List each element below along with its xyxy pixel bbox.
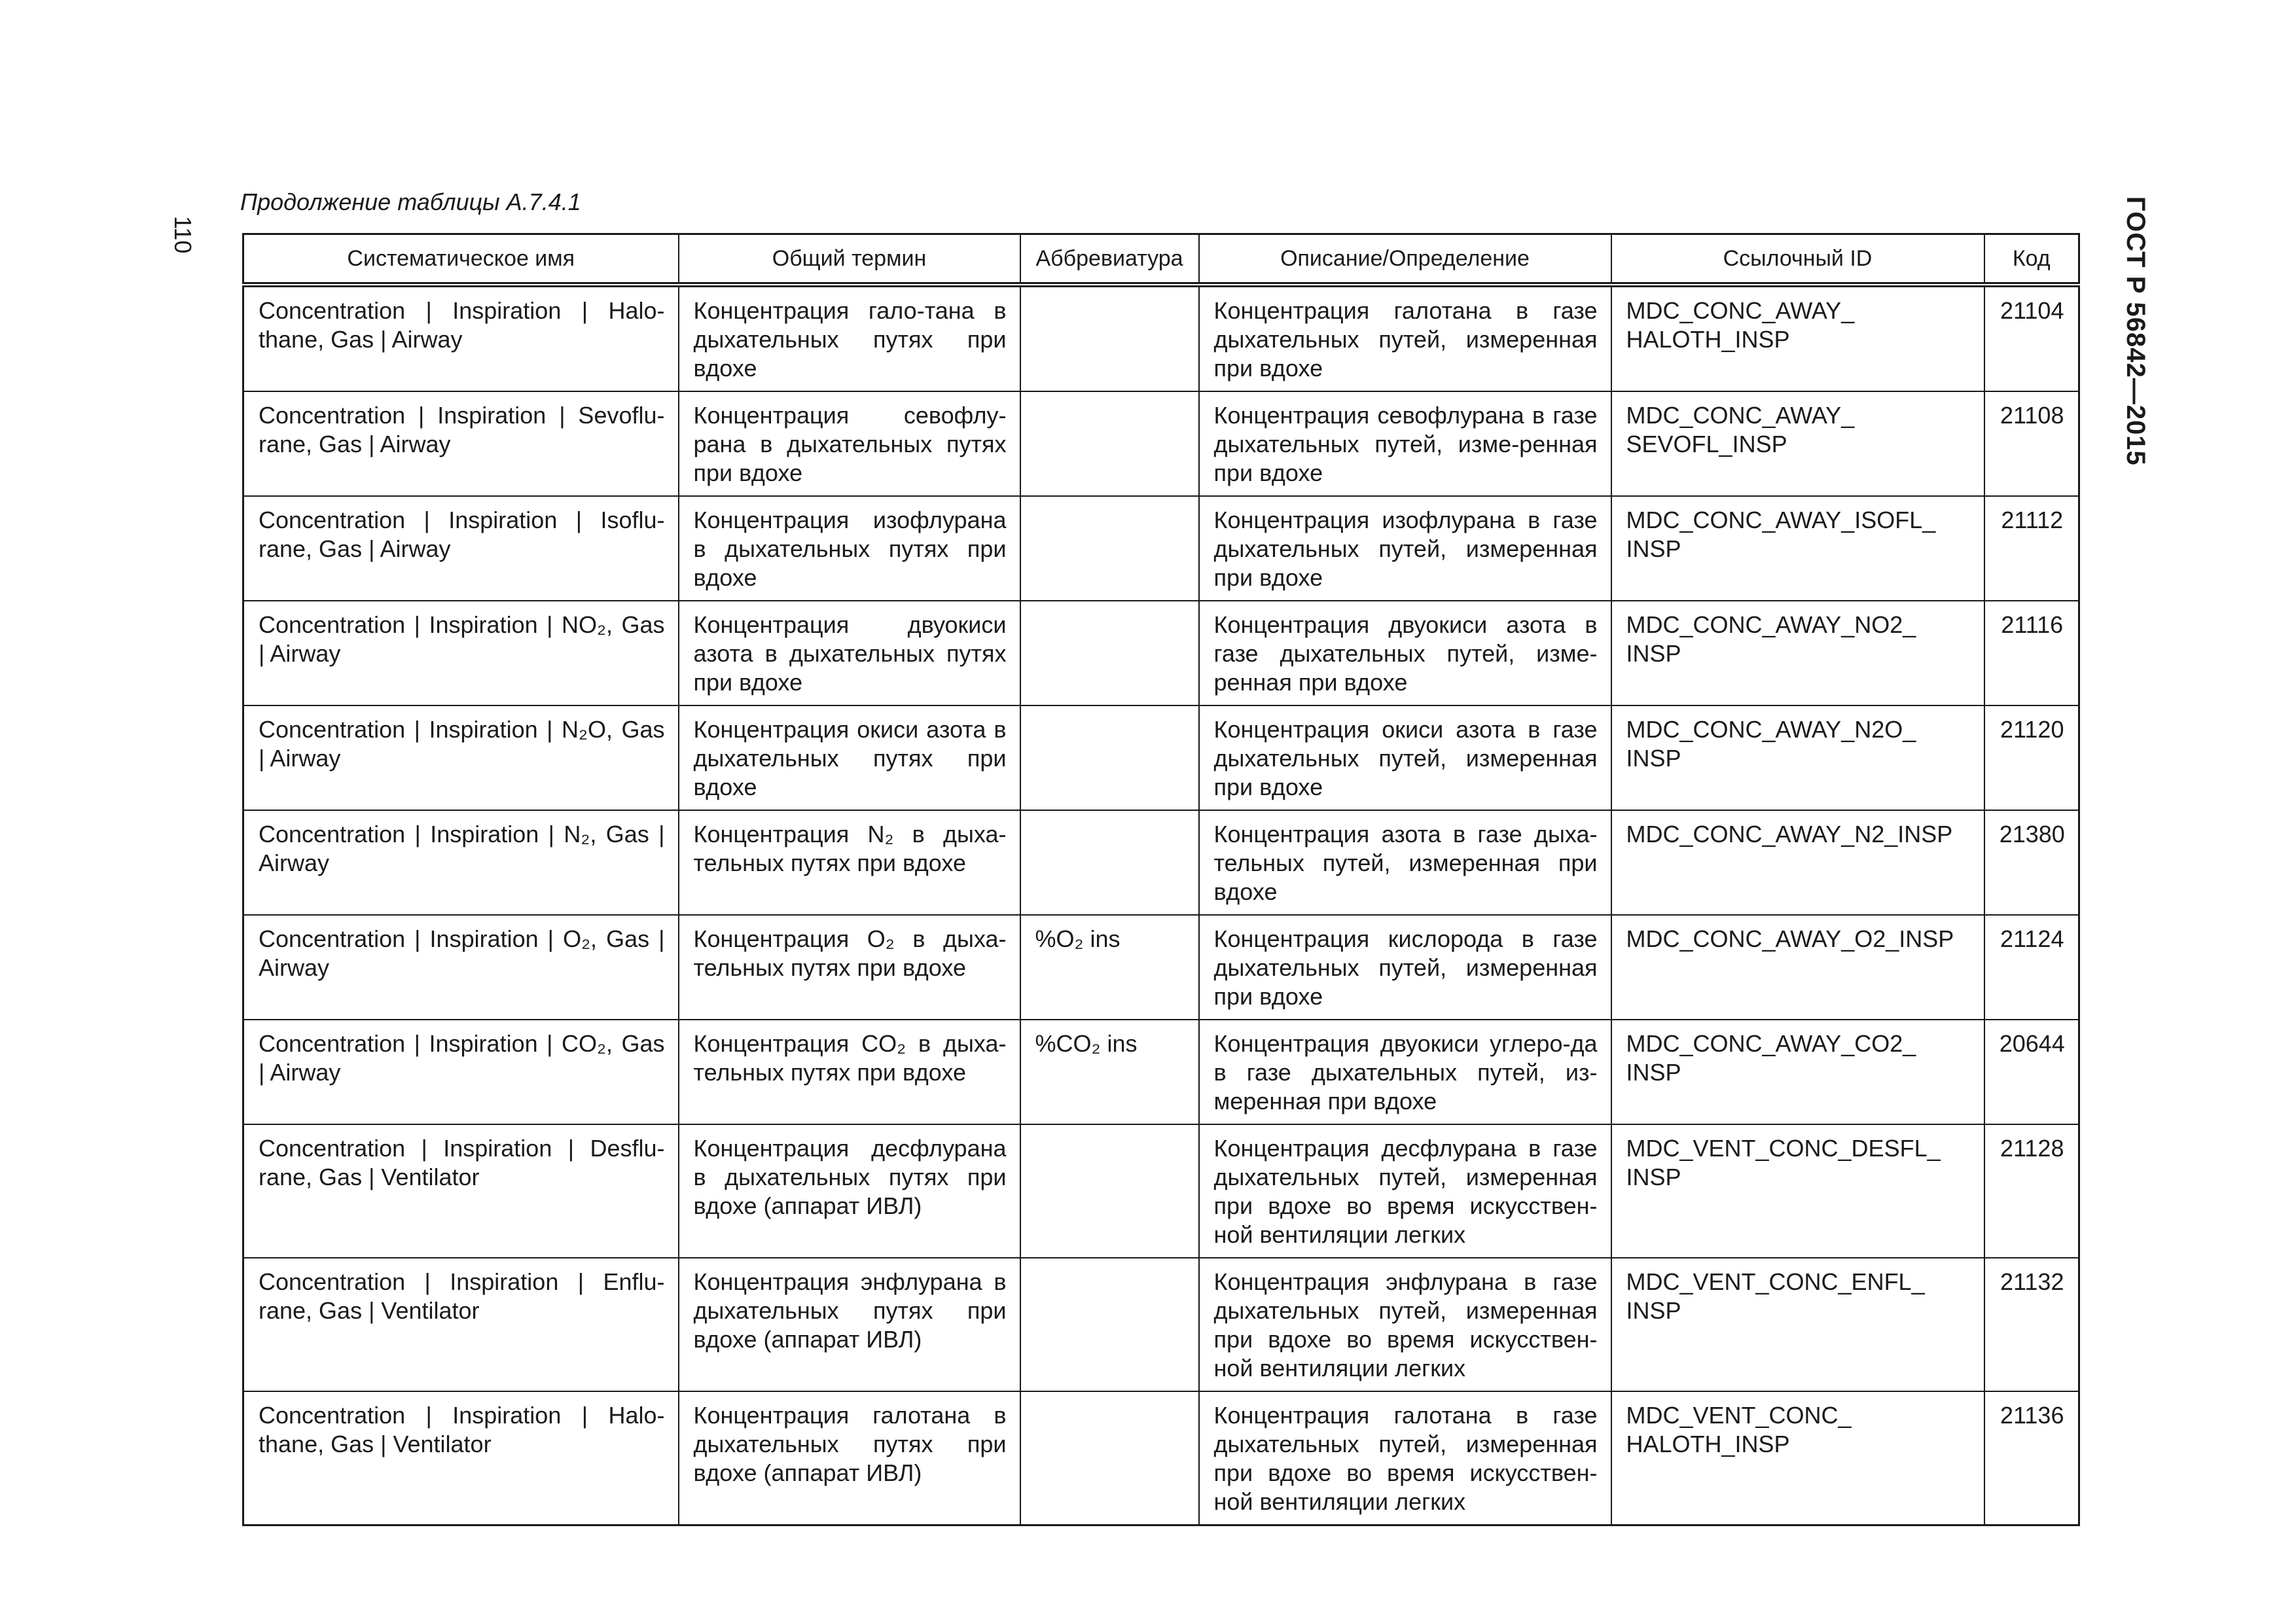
table-row: [243, 601, 2079, 705]
standard-designation: ГОСТ Р 56842—2015: [2121, 196, 2150, 466]
cell-code: 21120: [1984, 705, 2079, 810]
header-code: Код: [1984, 234, 2079, 285]
cell-description: Концентрация галотана в газе дыхательных путей, измеренная при вдохе: [1199, 285, 1611, 391]
cell-abbreviation: [1020, 391, 1199, 496]
cell-systematic-name: Concentration | Inspiration | CO₂, Gas | Airway: [243, 1020, 679, 1124]
cell-description: Концентрация десфлурана в газе дыхательных путей, измеренная при вдохе во время искусствен-ной вентиляции легких: [1199, 1124, 1611, 1258]
cell-reference-id: MDC_CONC_AWAY_N2_INSP: [1611, 810, 1984, 915]
cell-systematic-name: Concentration | Inspiration | NO₂, Gas | Airway: [243, 601, 679, 705]
cell-abbreviation: %CO₂ ins: [1020, 1020, 1199, 1124]
terminology-table: [242, 233, 2080, 1526]
table-row: [243, 496, 2079, 601]
table-row: [243, 285, 2079, 391]
cell-description: Концентрация галотана в газе дыхательных путей, измеренная при вдохе во время искусствен-ной вентиляции легких: [1199, 1391, 1611, 1525]
cell-common-term: Концентрация изофлурана в дыхательных путях при вдохе: [679, 496, 1020, 601]
cell-description: Концентрация двуокиси азота в газе дыхательных путей, изме-ренная при вдохе: [1199, 601, 1611, 705]
table-row: [243, 1124, 2079, 1258]
cell-common-term: Концентрация O₂ в дыха-тельных путях при вдохе: [679, 915, 1020, 1020]
table-row: [243, 391, 2079, 496]
cell-description: Концентрация азота в газе дыха-тельных путей, измеренная при вдохе: [1199, 810, 1611, 915]
cell-abbreviation: [1020, 1124, 1199, 1258]
cell-reference-id: MDC_CONC_AWAY_NO2_ INSP: [1611, 601, 1984, 705]
cell-code: 21104: [1984, 285, 2079, 391]
cell-systematic-name: Concentration | Inspiration | Desflu-rane, Gas | Ventilator: [243, 1124, 679, 1258]
cell-systematic-name: Concentration | Inspiration | Enflu-rane, Gas | Ventilator: [243, 1258, 679, 1391]
cell-abbreviation: [1020, 1391, 1199, 1525]
cell-description: Концентрация двуокиси углеро-да в газе дыхательных путей, из-меренная при вдохе: [1199, 1020, 1611, 1124]
cell-abbreviation: [1020, 705, 1199, 810]
cell-common-term: Концентрация севофлу-рана в дыхательных путях при вдохе: [679, 391, 1020, 496]
cell-code: 21380: [1984, 810, 2079, 915]
cell-abbreviation: [1020, 285, 1199, 391]
cell-abbreviation: [1020, 810, 1199, 915]
cell-common-term: Концентрация галотана в дыхательных путях при вдохе (аппарат ИВЛ): [679, 1391, 1020, 1525]
table-row: [243, 915, 2079, 1020]
cell-systematic-name: Concentration | Inspiration | Halo-thane, Gas | Airway: [243, 285, 679, 391]
cell-code: 21136: [1984, 1391, 2079, 1525]
table-row: [243, 705, 2079, 810]
table-header-row: [243, 234, 2079, 285]
table-row: [243, 1391, 2079, 1525]
cell-code: 20644: [1984, 1020, 2079, 1124]
cell-systematic-name: Concentration | Inspiration | N₂, Gas | Airway: [243, 810, 679, 915]
cell-abbreviation: [1020, 496, 1199, 601]
header-abbreviation: Аббревиатура: [1020, 234, 1199, 285]
cell-reference-id: MDC_CONC_AWAY_CO2_ INSP: [1611, 1020, 1984, 1124]
cell-common-term: Концентрация окиси азота в дыхательных путях при вдохе: [679, 705, 1020, 810]
cell-code: 21108: [1984, 391, 2079, 496]
cell-common-term: Концентрация N₂ в дыха-тельных путях при вдохе: [679, 810, 1020, 915]
cell-common-term: Концентрация гало-тана в дыхательных путях при вдохе: [679, 285, 1020, 391]
cell-systematic-name: Concentration | Inspiration | N₂O, Gas | Airway: [243, 705, 679, 810]
cell-code: 21128: [1984, 1124, 2079, 1258]
cell-systematic-name: Concentration | Inspiration | Isoflu-rane, Gas | Airway: [243, 496, 679, 601]
cell-reference-id: MDC_CONC_AWAY_ SEVOFL_INSP: [1611, 391, 1984, 496]
cell-code: 21116: [1984, 601, 2079, 705]
cell-description: Концентрация кислорода в газе дыхательных путей, измеренная при вдохе: [1199, 915, 1611, 1020]
table-row: [243, 1020, 2079, 1124]
cell-description: Концентрация севофлурана в газе дыхательных путей, изме-ренная при вдохе: [1199, 391, 1611, 496]
cell-reference-id: MDC_VENT_CONC_ENFL_ INSP: [1611, 1258, 1984, 1391]
cell-abbreviation: [1020, 1258, 1199, 1391]
cell-code: 21124: [1984, 915, 2079, 1020]
cell-reference-id: MDC_CONC_AWAY_ISOFL_ INSP: [1611, 496, 1984, 601]
cell-systematic-name: Concentration | Inspiration | Sevoflu-rane, Gas | Airway: [243, 391, 679, 496]
cell-systematic-name: Concentration | Inspiration | O₂, Gas | Airway: [243, 915, 679, 1020]
header-systematic-name: Систематическое имя: [243, 234, 679, 285]
cell-abbreviation: [1020, 601, 1199, 705]
header-description: Описание/Определение: [1199, 234, 1611, 285]
cell-reference-id: MDC_VENT_CONC_ HALOTH_INSP: [1611, 1391, 1984, 1525]
cell-common-term: Концентрация десфлурана в дыхательных путях при вдохе (аппарат ИВЛ): [679, 1124, 1020, 1258]
cell-systematic-name: Concentration | Inspiration | Halo-thane, Gas | Ventilator: [243, 1391, 679, 1525]
cell-common-term: Концентрация двуокиси азота в дыхательных путях при вдохе: [679, 601, 1020, 705]
table-caption: Продолжение таблицы А.7.4.1: [240, 188, 581, 215]
cell-common-term: Концентрация CO₂ в дыха-тельных путях при вдохе: [679, 1020, 1020, 1124]
page-number: 110: [170, 216, 196, 254]
cell-abbreviation: %O₂ ins: [1020, 915, 1199, 1020]
cell-reference-id: MDC_CONC_AWAY_ HALOTH_INSP: [1611, 285, 1984, 391]
cell-common-term: Концентрация энфлурана в дыхательных путях при вдохе (аппарат ИВЛ): [679, 1258, 1020, 1391]
header-reference-id: Ссылочный ID: [1611, 234, 1984, 285]
cell-reference-id: MDC_CONC_AWAY_N2O_ INSP: [1611, 705, 1984, 810]
header-common-term: Общий термин: [679, 234, 1020, 285]
cell-code: 21132: [1984, 1258, 2079, 1391]
cell-reference-id: MDC_VENT_CONC_DESFL_ INSP: [1611, 1124, 1984, 1258]
cell-reference-id: MDC_CONC_AWAY_O2_INSP: [1611, 915, 1984, 1020]
table-row: [243, 810, 2079, 915]
cell-description: Концентрация окиси азота в газе дыхательных путей, измеренная при вдохе: [1199, 705, 1611, 810]
cell-description: Концентрация энфлурана в газе дыхательных путей, измеренная при вдохе во время искусствен-ной вентиляции легких: [1199, 1258, 1611, 1391]
cell-description: Концентрация изофлурана в газе дыхательных путей, измеренная при вдохе: [1199, 496, 1611, 601]
cell-code: 21112: [1984, 496, 2079, 601]
table-row: [243, 1258, 2079, 1391]
